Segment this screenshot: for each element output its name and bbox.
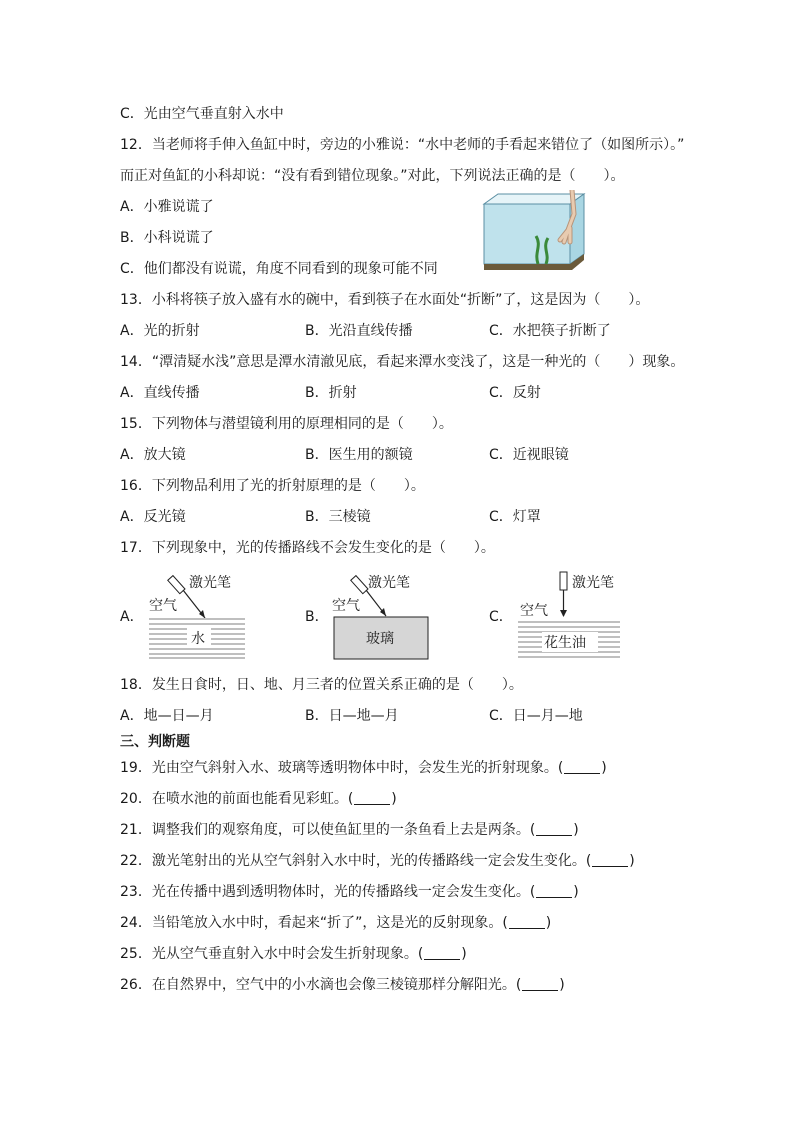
q15-option-b: B．医生用的额镜 <box>305 447 413 463</box>
q24: 24．当铅笔放入水中时，看起来“折了”，这是光的反射现象。( ) <box>120 915 552 931</box>
q20-text: 20．在喷水池的前面也能看见彩虹。 <box>120 791 348 807</box>
q25-answer-blank[interactable] <box>424 945 460 960</box>
q18-stem: 18．发生日食时，日、地、月三者的位置关系正确的是（ ）。 <box>120 677 523 693</box>
q17-figure-peanut-oil <box>514 570 624 662</box>
laser-pen-label: 激光笔 <box>368 575 410 591</box>
q11-option-c: C．光由空气垂直射入水中 <box>120 106 284 122</box>
q13-option-b: B．光沿直线传播 <box>305 323 413 339</box>
q16-option-c: C．灯罩 <box>489 509 541 525</box>
q26: 26．在自然界中，空气中的小水滴也会像三棱镜那样分解阳光。( ) <box>120 977 565 993</box>
laser-pen-label: 激光笔 <box>572 575 614 591</box>
water-label: 水 <box>191 631 205 647</box>
q24-answer-blank[interactable] <box>509 914 545 929</box>
q16-stem: 16．下列物品利用了光的折射原理的是（ ）。 <box>120 478 425 494</box>
q18-option-a: A．地—日—月 <box>120 708 214 724</box>
laser-pen-label: 激光笔 <box>189 575 231 591</box>
q17-stem: 17．下列现象中，光的传播路线不会发生变化的是（ ）。 <box>120 540 495 556</box>
q20-answer-blank[interactable] <box>354 790 390 805</box>
q17-option-c-label: C． <box>489 609 513 625</box>
q19: 19．光由空气斜射入水、玻璃等透明物体中时，会发生光的折射现象。( ) <box>120 760 607 776</box>
q26-text: 26．在自然界中，空气中的小水滴也会像三棱镜那样分解阳光。 <box>120 977 516 993</box>
q19-text: 19．光由空气斜射入水、玻璃等透明物体中时，会发生光的折射现象。 <box>120 760 558 776</box>
q21-answer-blank[interactable] <box>536 821 572 836</box>
q13-option-a: A．光的折射 <box>120 323 200 339</box>
q23-text: 23．光在传播中遇到透明物体时，光的传播路线一定会发生变化。 <box>120 884 530 900</box>
q15-option-a: A．放大镜 <box>120 447 186 463</box>
q18-option-b: B．日—地—月 <box>305 708 399 724</box>
q16-option-a: A．反光镜 <box>120 509 186 525</box>
peanut-oil-label: 花生油 <box>544 635 586 651</box>
q25: 25．光从空气垂直射入水中时会发生折射现象。( ) <box>120 946 467 962</box>
q14-stem: 14．“潭清疑水浅”意思是潭水清澈见底，看起来潭水变浅了，这是一种光的（ ）现象。 <box>120 354 685 370</box>
q17-figure-glass <box>328 570 438 662</box>
laser-pen-icon <box>168 576 185 594</box>
laser-pen-icon <box>351 576 368 594</box>
q22: 22．激光笔射出的光从空气斜射入水中时，光的传播路线一定会发生变化。( ) <box>120 853 635 869</box>
q15-stem: 15．下列物体与潜望镜利用的原理相同的是（ ）。 <box>120 416 453 432</box>
q17-option-b-label: B． <box>305 609 329 625</box>
q14-option-b: B．折射 <box>305 385 357 401</box>
air-label: 空气 <box>332 598 360 614</box>
q22-text: 22．激光笔射出的光从空气斜射入水中时，光的传播路线一定会发生变化。 <box>120 853 586 869</box>
q19-answer-blank[interactable] <box>564 759 600 774</box>
air-label: 空气 <box>149 598 177 614</box>
air-label: 空气 <box>520 603 548 619</box>
laser-pen-icon <box>560 572 567 590</box>
section-heading-judgment: 三、判断题 <box>120 734 190 750</box>
glass-label: 玻璃 <box>366 631 394 647</box>
q24-text: 24．当铅笔放入水中时，看起来“折了”，这是光的反射现象。 <box>120 915 503 931</box>
q12-stem-line2: 而正对鱼缸的小科却说：“没有看到错位现象。”对此，下列说法正确的是（ ）。 <box>120 168 625 184</box>
q21-text: 21．调整我们的观察角度，可以使鱼缸里的一条鱼看上去是两条。 <box>120 822 530 838</box>
q13-option-c: C．水把筷子折断了 <box>489 323 611 339</box>
q23-answer-blank[interactable] <box>536 883 572 898</box>
q12-option-a: A．小雅说谎了 <box>120 199 214 215</box>
q17-option-a-label: A． <box>120 609 144 625</box>
q16-option-b: B．三棱镜 <box>305 509 371 525</box>
q15-option-c: C．近视眼镜 <box>489 447 569 463</box>
q17-figure-water <box>145 570 255 662</box>
q14-option-c: C．反射 <box>489 385 541 401</box>
q23: 23．光在传播中遇到透明物体时，光的传播路线一定会发生变化。( ) <box>120 884 579 900</box>
q26-answer-blank[interactable] <box>522 976 558 991</box>
q20: 20．在喷水池的前面也能看见彩虹。( ) <box>120 791 397 807</box>
q22-answer-blank[interactable] <box>592 852 628 867</box>
q14-option-a: A．直线传播 <box>120 385 200 401</box>
q25-text: 25．光从空气垂直射入水中时会发生折射现象。 <box>120 946 418 962</box>
q12-stem-line1: 12．当老师将手伸入鱼缸中时，旁边的小雅说：“水中老师的手看起来错位了（如图所示）。” <box>120 137 685 153</box>
q18-option-c: C．日—月—地 <box>489 708 583 724</box>
q12-option-c: C．他们都没有说谎，角度不同看到的现象可能不同 <box>120 261 438 277</box>
q12-option-b: B．小科说谎了 <box>120 230 214 246</box>
q13-stem: 13．小科将筷子放入盛有水的碗中，看到筷子在水面处“折断”了，这是因为（ ）。 <box>120 292 650 308</box>
fish-tank-illustration <box>480 190 590 270</box>
q21: 21．调整我们的观察角度，可以使鱼缸里的一条鱼看上去是两条。( ) <box>120 822 579 838</box>
